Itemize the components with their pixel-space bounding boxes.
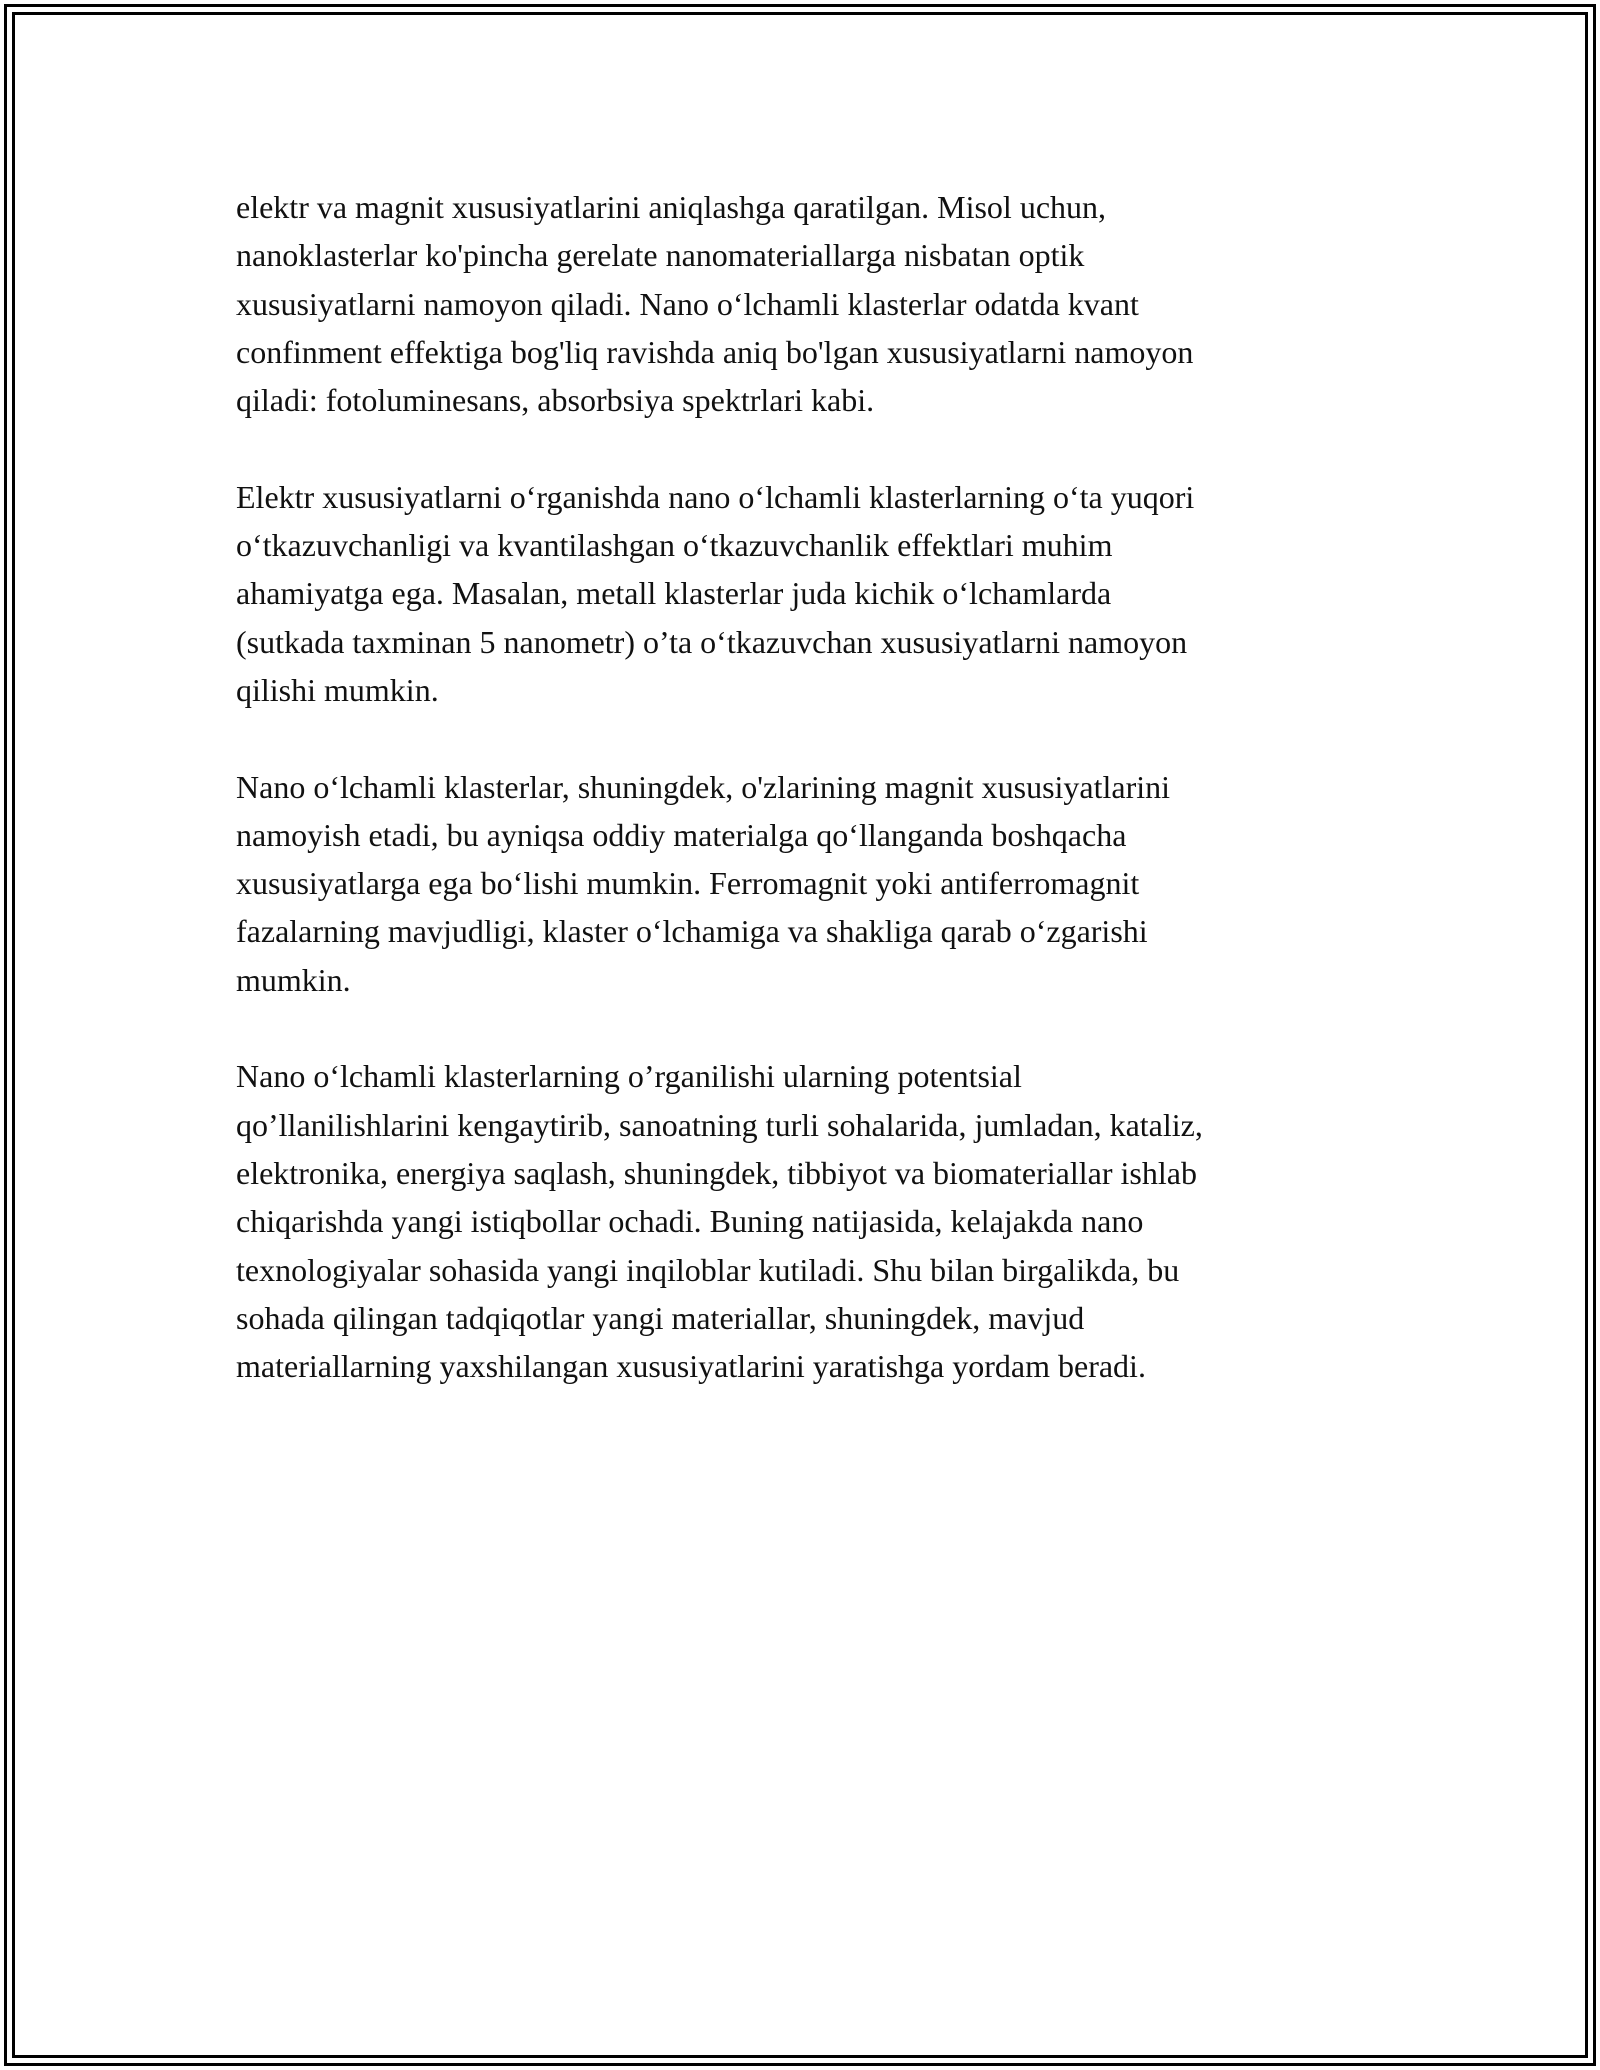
text-line: (sutkada taxminan 5 nanometr) o’ta o‘tkazuvchan xususiyatlarni namoyon — [236, 623, 1188, 660]
text-line: Nano o‘lchamli klasterlarning o’rganilishi ularning potentsial — [236, 1058, 1022, 1095]
paragraph-4 — [236, 1052, 1366, 1390]
text-line: qo’llanilishlarini kengaytirib, sanoatning turli sohalarida, jumladan, kataliz, — [236, 1106, 1203, 1143]
text-line: texnologiyalar sohasida yangi inqiloblar kutiladi. Shu bilan birgalikda, bu — [236, 1251, 1180, 1288]
text-line: nanoklasterlar ko'pincha gerelate nanomateriallarga nisbatan optik — [236, 237, 1085, 274]
text-line: Nano o‘lchamli klasterlar, shuningdek, o'zlarining magnit xususiyatlarini — [236, 768, 1171, 805]
text-line: materiallarning yaxshilangan xususiyatlarini yaratishga yordam beradi. — [236, 1348, 1146, 1385]
text-line: elektr va magnit xususiyatlarini aniqlashga qaratilgan. Misol uchun, — [236, 189, 1107, 225]
text-line: mumkin. — [236, 961, 351, 998]
paragraph-2 — [236, 473, 1366, 714]
paragraph-1 — [236, 183, 1366, 424]
text-line: fazalarning mavjudligi, klaster o‘lchamiga va shakliga qarab o‘zgarishi — [236, 913, 1148, 950]
text-line: qilishi mumkin. — [236, 671, 439, 708]
text-line: xususiyatlarga ega bo‘lishi mumkin. Ferromagnit yoki antiferromagnit — [236, 865, 1140, 902]
text-line: Elektr xususiyatlarni o‘rganishda nano o‘lchamli klasterlarning o‘ta yuqori — [236, 478, 1195, 515]
text-line: qiladi: fotoluminesans, absorbsiya spektrlari kabi. — [236, 382, 875, 419]
text-line: namoyish etadi, bu ayniqsa oddiy materialga qo‘llanganda boshqacha — [236, 816, 1127, 853]
document-body — [236, 183, 1366, 1390]
text-line: confinment effektiga bog'liq ravishda aniq bo'lgan xususiyatlarni namoyon — [236, 333, 1194, 370]
text-line: o‘tkazuvchanligi va kvantilashgan o‘tkazuvchanlik effektlari muhim — [236, 527, 1113, 564]
text-line: elektronika, energiya saqlash, shuningdek, tibbiyot va biomateriallar ishlab — [236, 1154, 1197, 1191]
text-line: sohada qilingan tadqiqotlar yangi materiallar, shuningdek, mavjud — [236, 1299, 1085, 1336]
text-line: ahamiyatga ega. Masalan, metall klasterlar juda kichik o‘lchamlarda — [236, 575, 1112, 612]
text-line: chiqarishda yangi istiqbollar ochadi. Buning natijasida, kelajakda nano — [236, 1203, 1144, 1240]
text-line: xususiyatlarni namoyon qiladi. Nano o‘lchamli klasterlar odatda kvant — [236, 285, 1139, 322]
paragraph-3 — [236, 763, 1366, 1004]
